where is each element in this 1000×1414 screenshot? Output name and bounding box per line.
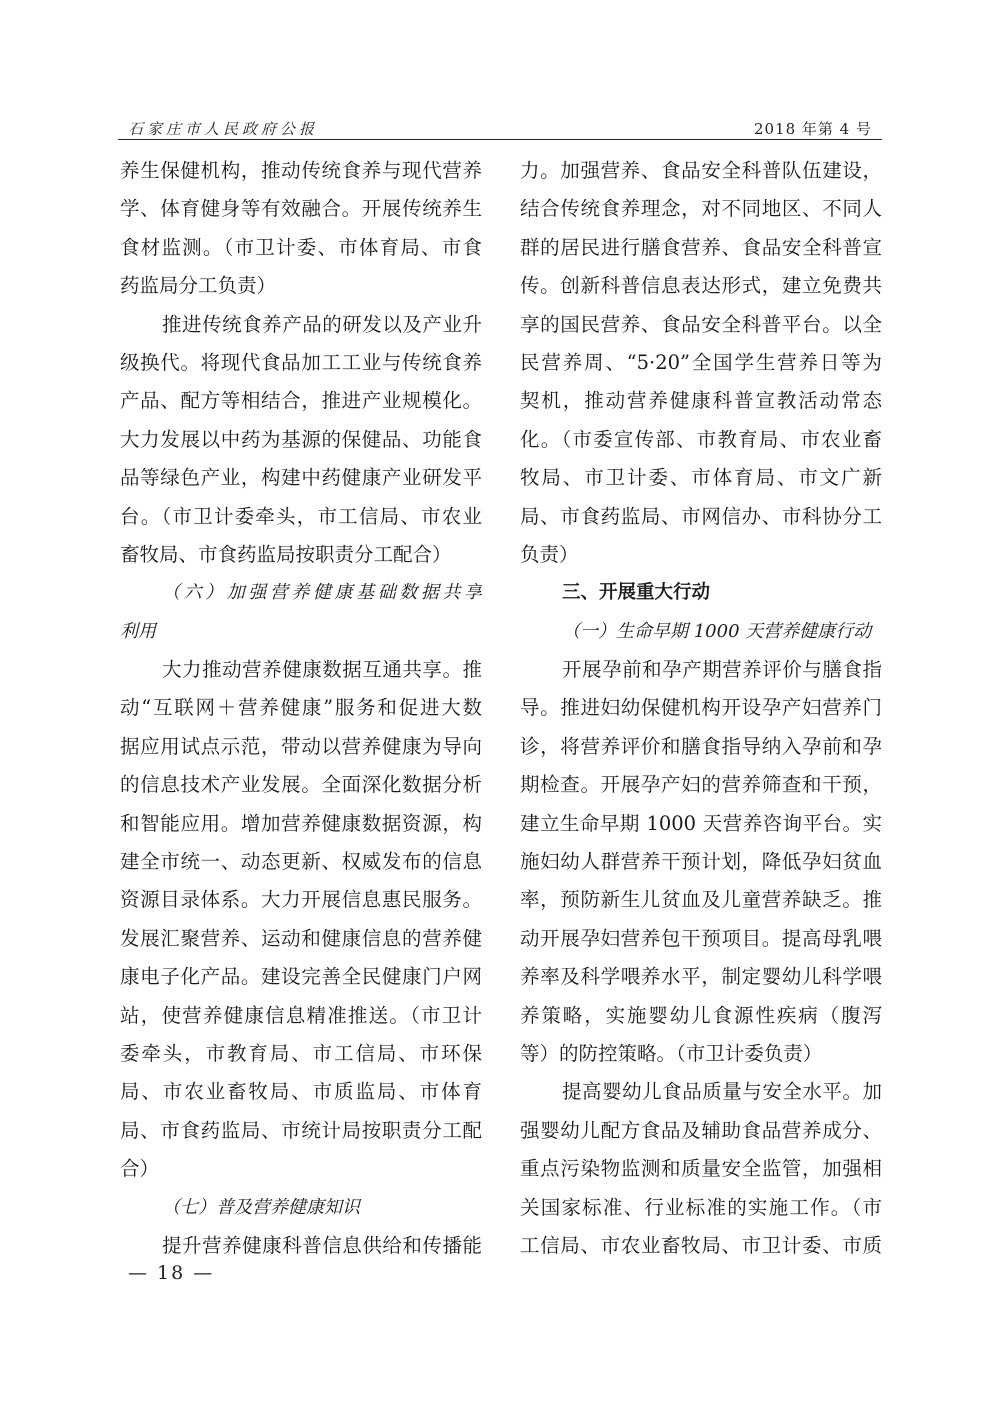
text-line: 化。（市委宣传部、市教育局、市农业畜: [520, 427, 882, 451]
text-line: 率，预防新生儿贫血及儿童营养缺乏。推: [520, 888, 882, 912]
text-line: 建立生命早期 1000 天营养咨询平台。实: [520, 811, 882, 835]
text-line: 局、市农业畜牧局、市质监局、市体育: [120, 1080, 482, 1104]
text-line: 发展汇聚营养、运动和健康信息的营养健: [120, 926, 482, 950]
text-line: 学、体育健身等有效融合。开展传统养生: [120, 197, 482, 221]
text-line: 导。推进妇幼保健机构开设孕产妇营养门: [520, 696, 882, 720]
text-line: 建全市统一、动态更新、权威发布的信息: [120, 850, 482, 874]
text-line: 据应用试点示范，带动以营养健康为导向: [120, 734, 482, 758]
text-line: 品等绿色产业，构建中药健康产业研发平: [120, 466, 482, 490]
section-subheading: （七）普及营养健康知识: [162, 1196, 360, 1218]
paragraph-start: 提升营养健康科普信息供给和传播能: [162, 1233, 482, 1257]
text-line: 动“互联网＋营养健康”服务和促进大数: [120, 696, 482, 720]
text-line: 局、市食药监局、市网信办、市科协分工: [520, 504, 882, 528]
section-heading: 三、开展重大行动: [562, 582, 711, 604]
text-line: 局、市食药监局、市统计局按职责分工配: [120, 1118, 482, 1142]
text-line: 康电子化产品。建设完善全民健康门户网: [120, 965, 482, 989]
text-line: 负责）: [520, 542, 579, 566]
text-line: 民营养周、“5·20”全国学生营养日等为: [520, 350, 882, 374]
text-line: 工信局、市农业畜牧局、市卫计委、市质: [520, 1233, 882, 1257]
text-line: 期检查。开展孕产妇的营养筛查和干预，: [520, 773, 882, 797]
text-line: 委牵头，市教育局、市工信局、市环保: [120, 1041, 482, 1065]
text-line: 畜牧局、市食药监局按职责分工配合）: [120, 542, 452, 566]
text-line: 养生保健机构，推动传统食养与现代营养: [120, 159, 482, 182]
text-line: 结合传统食养理念，对不同地区、不同人: [520, 197, 882, 221]
text-line: 等）的防控策略。（市卫计委负责）: [520, 1041, 823, 1065]
text-line: 动开展孕妇营养包干预项目。提高母乳喂: [520, 926, 882, 950]
text-line: 资源目录体系。大力开展信息惠民服务。: [120, 888, 482, 912]
text-line: 台。（市卫计委牵头，市工信局、市农业: [120, 504, 482, 528]
issue-number: 2018 年第 4 号: [753, 120, 872, 138]
text-line: 药监局分工负责）: [120, 274, 277, 298]
paragraph-start: 提高婴幼儿食品质量与安全水平。加: [562, 1080, 882, 1104]
text-line: 关国家标准、行业标准的实施工作。（市: [520, 1195, 882, 1219]
text-line: 和智能应用。增加营养健康数据资源，构: [120, 811, 482, 835]
text-line: 产品、配方等相结合，推进产业规模化。: [120, 389, 482, 413]
text-line: 牧局、市卫计委、市体育局、市文广新: [520, 466, 882, 490]
right-column: [520, 152, 882, 1265]
paragraph-start: 大力推动营养健康数据互通共享。推: [162, 658, 482, 682]
header-divider: [118, 139, 882, 140]
text-line: 养策略，实施婴幼儿食源性疾病（腹泻: [520, 1003, 882, 1027]
text-line: 食材监测。（市卫计委、市体育局、市食: [120, 235, 482, 259]
text-line: 施妇幼人群营养干预计划，降低孕妇贫血: [520, 850, 882, 874]
text-line: 站，使营养健康信息精准推送。（市卫计: [120, 1003, 482, 1027]
text-line: 大力发展以中药为基源的保健品、功能食: [120, 427, 482, 451]
text-line: 契机，推动营养健康科普宣教活动常态: [520, 389, 882, 413]
section-subheading: （一）生命早期 1000 天营养健康行动: [562, 620, 872, 642]
text-line: 强婴幼儿配方食品及辅助食品营养成分、: [520, 1118, 882, 1142]
section-subheading: （六）加强营养健康基础数据共享: [162, 582, 482, 604]
text-line: 诊，将营养评价和膳食指导纳入孕前和孕: [520, 734, 882, 758]
text-line: 重点污染物监测和质量安全监管，加强相: [520, 1157, 882, 1181]
text-line: 养率及科学喂养水平，制定婴幼儿科学喂: [520, 965, 882, 989]
text-line: 传。创新科普信息表达形式，建立免费共: [520, 274, 882, 298]
text-line: 群的居民进行膳食营养、食品安全科普宣: [520, 235, 882, 259]
publication-title: 石家庄市人民政府公报: [128, 120, 319, 138]
text-line: 享的国民营养、食品安全科普平台。以全: [520, 312, 882, 336]
text-line: 的信息技术产业发展。全面深化数据分析: [120, 773, 482, 797]
paragraph-start: 推进传统食养产品的研发以及产业升: [162, 312, 482, 336]
section-subheading-cont: 利用: [120, 620, 156, 642]
left-column: [120, 152, 482, 1265]
page-number: — 18 —: [128, 1262, 215, 1284]
text-line: 级换代。将现代食品加工工业与传统食养: [120, 350, 482, 374]
text-line: 合）: [120, 1157, 160, 1181]
paragraph-start: 开展孕前和孕产期营养评价与膳食指: [562, 658, 882, 682]
text-line: 力。加强营养、食品安全科普队伍建设，: [520, 159, 882, 182]
